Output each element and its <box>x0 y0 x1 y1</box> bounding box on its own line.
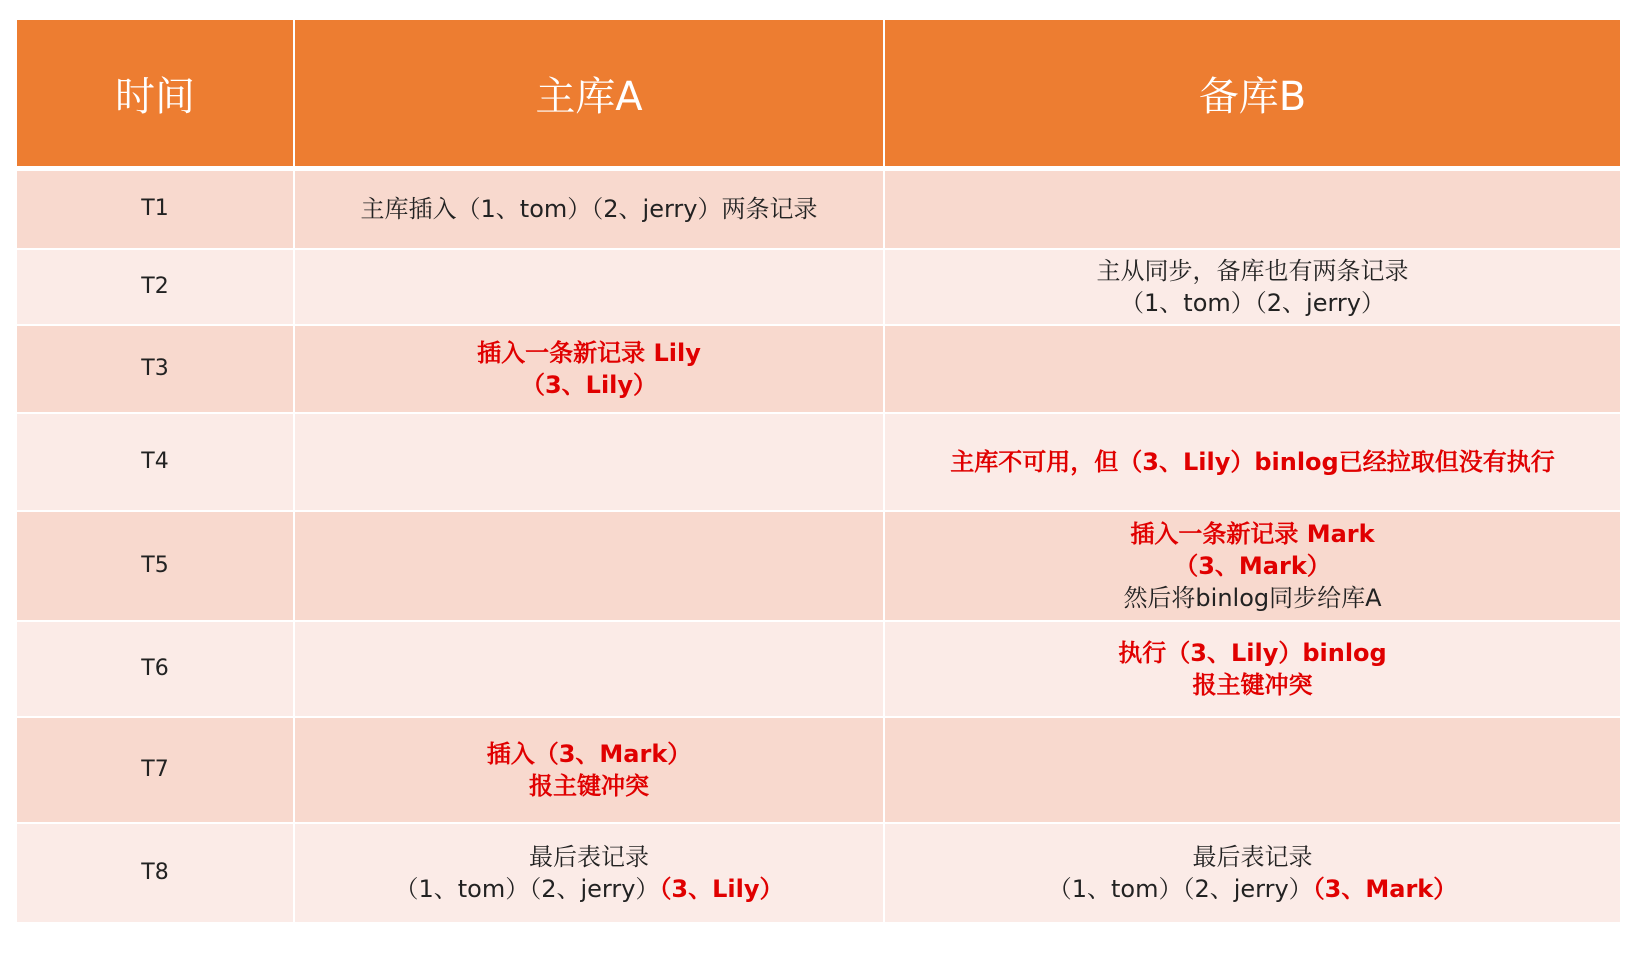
cell-line: （3、Mark） <box>1174 551 1331 580</box>
master-a-cell <box>294 249 884 325</box>
time-cell: T7 <box>17 717 294 823</box>
final-records-line <box>891 873 1614 905</box>
cell-line: 插入（3、Mark） <box>486 739 692 768</box>
master-a-cell <box>294 413 884 511</box>
standby-b-cell <box>884 621 1620 717</box>
table-row <box>17 511 1620 621</box>
time-cell: T2 <box>17 249 294 325</box>
time-cell: T8 <box>17 823 294 923</box>
cell-line: 然后将binlog同步给库A <box>1123 583 1382 612</box>
table-row <box>17 413 1620 511</box>
table-row <box>17 169 1620 249</box>
cell-line: 报主键冲突 <box>1192 670 1313 699</box>
cell-line: 插入一条新记录 Lily <box>477 338 701 367</box>
table-row <box>17 717 1620 823</box>
final-records-common: （1、tom）（2、jerry） <box>1047 874 1313 903</box>
cell-line: 主库插入（1、tom）（2、jerry）两条记录 <box>360 195 818 224</box>
time-cell: T4 <box>17 413 294 511</box>
final-records-extra: （3、Mark） <box>1312 874 1458 903</box>
standby-b-cell <box>884 413 1620 511</box>
time-cell: T3 <box>17 325 294 413</box>
master-a-cell <box>294 717 884 823</box>
standby-b-cell <box>884 511 1620 621</box>
master-a-cell <box>294 325 884 413</box>
standby-b-cell <box>884 325 1620 413</box>
standby-b-cell <box>884 169 1620 249</box>
standby-b-final-cell <box>884 823 1620 923</box>
final-records-title: 最后表记录 <box>529 842 649 871</box>
time-cell: T5 <box>17 511 294 621</box>
cell-line: 主从同步，备库也有两条记录 <box>1096 256 1409 285</box>
master-a-cell <box>294 169 884 249</box>
cell-line: （3、Lily） <box>520 370 658 399</box>
standby-b-cell <box>884 249 1620 325</box>
master-a-cell <box>294 621 884 717</box>
timeline-table <box>17 20 1620 924</box>
table-row <box>17 249 1620 325</box>
cell-line: 报主键冲突 <box>529 771 649 800</box>
table-row <box>17 823 1620 923</box>
final-records-extra: （3、Lily） <box>659 874 784 903</box>
header-time: 时间 <box>17 20 294 169</box>
master-a-cell <box>294 511 884 621</box>
time-cell: T1 <box>17 169 294 249</box>
master-a-final-cell <box>294 823 884 923</box>
header-row <box>17 20 1620 169</box>
time-cell: T6 <box>17 621 294 717</box>
header-master-a: 主库A <box>294 20 884 169</box>
final-records-line <box>301 873 877 905</box>
cell-line: 插入一条新记录 Mark <box>1130 519 1375 548</box>
cell-line: 执行（3、Lily）binlog <box>1118 638 1387 667</box>
final-records-title: 最后表记录 <box>1192 842 1313 871</box>
timeline-table-container <box>17 20 1620 924</box>
standby-b-cell <box>884 717 1620 823</box>
final-records-common: （1、tom）（2、jerry） <box>394 874 660 903</box>
header-standby-b: 备库B <box>884 20 1620 169</box>
cell-line: （1、tom）（2、jerry） <box>1120 288 1385 317</box>
table-row <box>17 325 1620 413</box>
cell-line: 主库不可用，但（3、Lily）binlog已经拉取但没有执行 <box>950 447 1555 476</box>
table-row <box>17 621 1620 717</box>
